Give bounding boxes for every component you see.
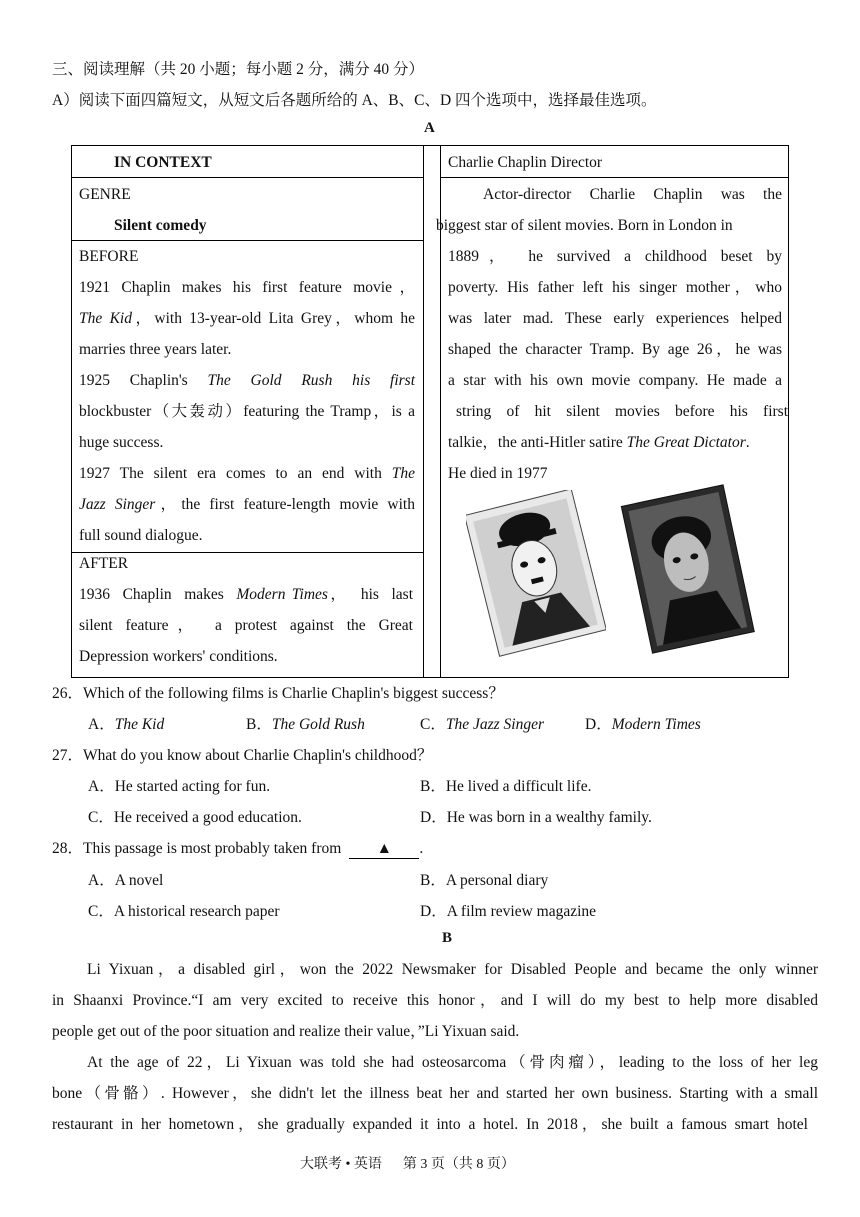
before-line: full sound dialogue.: [79, 527, 203, 544]
option-27-c[interactable]: C．He received a good education.: [88, 809, 302, 826]
option-26-c[interactable]: C．The Jazz Singer: [420, 716, 545, 733]
paragraph-line: in Shaanxi Province.“I am very excited to receive this honor，and I will do my best to help more disabled: [52, 992, 818, 1009]
before-line: 1921 Chaplin makes his first feature movie，: [79, 279, 415, 296]
option-27-b[interactable]: B．He lived a difficult life.: [420, 778, 592, 795]
before-line: 1925 Chaplin's The Gold Rush his first: [79, 372, 415, 389]
passage-b-label: B: [442, 930, 453, 946]
genre-value: Silent comedy: [114, 217, 207, 234]
bio-line: Actor-director Charlie Chaplin was the: [483, 186, 782, 203]
option-27-a[interactable]: A．He started acting for fun.: [88, 778, 271, 795]
before-line: blockbuster（大轰动）featuring the Tramp，is a: [79, 403, 415, 420]
bio-title: Charlie Chaplin Director: [448, 154, 603, 171]
before-line: huge success.: [79, 434, 164, 451]
option-26-b[interactable]: B．The Gold Rush: [246, 716, 365, 733]
before-line: Jazz Singer，the first feature-length movie with: [79, 496, 415, 513]
option-28-c[interactable]: C．A historical research paper: [88, 903, 280, 920]
after-text: [79, 579, 413, 672]
bio-text: [436, 179, 788, 489]
question-28: [52, 836, 423, 859]
option-28-b[interactable]: B．A personal diary: [420, 872, 549, 889]
question-number: 27．: [52, 747, 84, 764]
question-text: This passage is most probably taken from: [83, 840, 342, 857]
section-instruction: A）阅读下面四篇短文，从短文后各题所给的 A、B、C、D 四个选项中，选择最佳选项。: [52, 92, 657, 109]
paragraph-line: people get out of the poor situation and realize their value，”Li Yixuan said.: [52, 1023, 520, 1040]
question-number: 26．: [52, 685, 84, 702]
passage-b-text: [52, 954, 818, 1140]
bio-line: talkie，the anti-Hitler satire The Great Dictator.: [448, 434, 750, 451]
bio-line: 1889， he survived a childhood beset by: [448, 248, 782, 265]
after-line: silent feature， a protest against the Great: [79, 617, 413, 634]
option-28-d[interactable]: D．A film review magazine: [420, 903, 597, 920]
question-text: Which of the following films is Charlie Chaplin's biggest success？: [83, 685, 504, 702]
option-28-a[interactable]: A．A novel: [88, 872, 164, 889]
bio-line: biggest star of silent movies. Born in London in: [436, 217, 733, 234]
after-line: 1936 Chaplin makes Modern Times， his last: [79, 586, 414, 603]
before-label: BEFORE: [79, 248, 139, 265]
before-line: The Kid，with 13-year-old Lita Grey，whom he: [79, 310, 415, 327]
question-number: 28．: [52, 840, 84, 857]
paragraph-line: bone（骨骼）. However，she didn't let the illness beat her and started her own business. Starting with a small: [52, 1085, 818, 1102]
option-26-d[interactable]: D．Modern Times: [585, 716, 701, 733]
before-text: [79, 272, 415, 551]
option-26-a[interactable]: A．The Kid: [88, 716, 165, 733]
before-line: 1927 The silent era comes to an end with The: [79, 465, 415, 482]
question-26: [52, 681, 504, 703]
chaplin-tramp-photo: [466, 490, 606, 660]
option-27-d[interactable]: D．He was born in a wealthy family.: [420, 809, 652, 826]
section-heading: 三、阅读理解（共 20 小题；每小题 2 分，满分 40 分）: [52, 61, 425, 78]
after-label: AFTER: [79, 555, 129, 572]
context-title: IN CONTEXT: [114, 154, 212, 171]
bio-line: poverty. His father left his singer mother，who: [448, 279, 782, 296]
after-line: Depression workers' conditions.: [79, 648, 278, 665]
bio-line: a star with his own movie company. He made a: [448, 372, 782, 389]
passage-a-label: A: [424, 120, 435, 136]
bio-line: string of hit silent movies before his first: [456, 403, 788, 420]
page-footer: 大联考 • 英语 第 3 页（共 8 页）: [300, 1157, 515, 1172]
question-text: What do you know about Charlie Chaplin's childhood？: [83, 747, 433, 764]
bio-line: was later mad. These early experiences helped: [448, 310, 782, 327]
genre-label: GENRE: [79, 186, 131, 203]
question-end: .: [419, 840, 424, 857]
bio-line: He died in 1977: [448, 465, 548, 482]
bio-line: shaped the character Tramp. By age 26，he was: [448, 341, 782, 358]
answer-blank[interactable]: ▲: [349, 840, 419, 859]
before-line: marries three years later.: [79, 341, 232, 358]
paragraph-line: restaurant in her hometown，she gradually expanded it into a hotel. In 2018，she built a famous smart hotel: [52, 1116, 808, 1133]
chaplin-portrait-photo: [618, 480, 758, 660]
paragraph-line: At the age of 22，Li Yixuan was told she had osteosarcoma（骨肉瘤），leading to the loss of her leg: [87, 1054, 818, 1071]
paragraph-line: Li Yixuan，a disabled girl，won the 2022 Newsmaker for Disabled People and became the only winner: [87, 961, 818, 978]
question-27: [52, 743, 432, 765]
